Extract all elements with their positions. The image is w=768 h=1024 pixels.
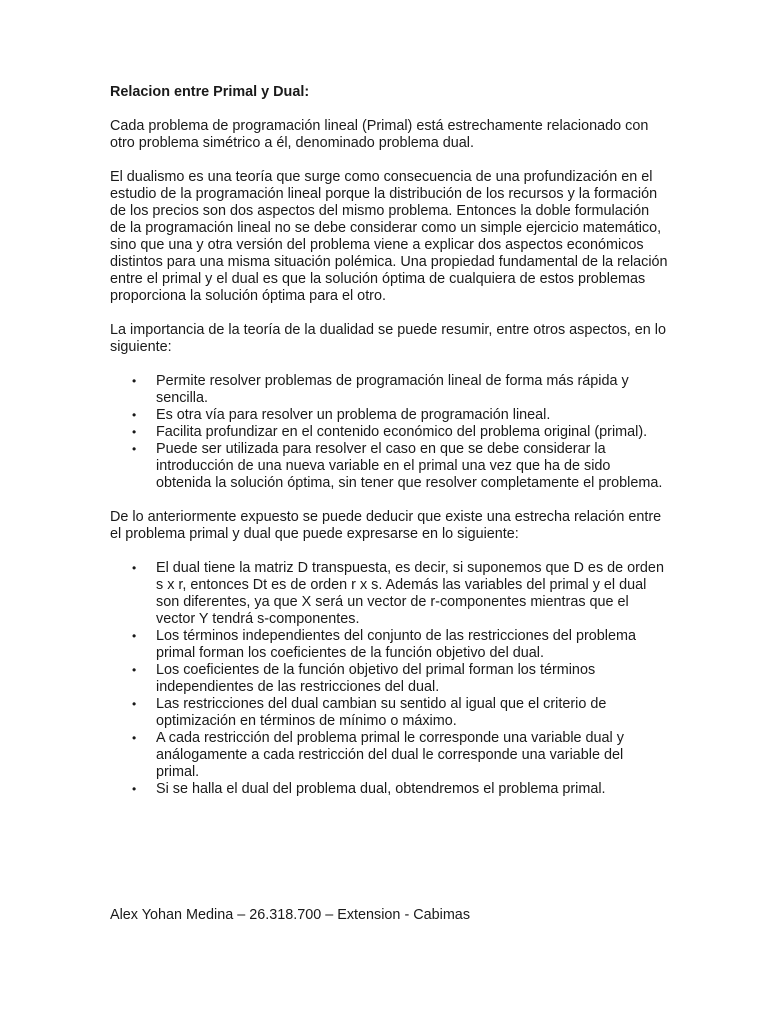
- list-item-text: El dual tiene la matriz D transpuesta, es decir, si suponemos que D es de orden s x r, entonces Dt es de orden r x s. Además las variables del primal y el dual son diferentes, ya que X será un vector de r-componentes mientras que el vector Y tendrá s-componentes.: [156, 560, 664, 627]
- list-item-text: Los coeficientes de la función objetivo del primal forman los términos independientes de las restricciones del dual.: [156, 662, 596, 695]
- bullet-icon: •: [132, 629, 137, 643]
- list-item: [132, 628, 668, 662]
- list-item: [132, 407, 668, 424]
- list-item-text: A cada restricción del problema primal le corresponde una variable dual y análogamente a cada restricción del dual le corresponde una variable del primal.: [156, 730, 624, 780]
- list-item-text: Es otra vía para resolver un problema de programación lineal.: [156, 407, 551, 423]
- relacion-paragraph: De lo anteriormente expuesto se puede deducir que existe una estrecha relación entre el problema primal y dual que puede expresarse en lo siguiente:: [110, 509, 662, 542]
- bullet-icon: •: [132, 561, 137, 575]
- bullet-icon: •: [132, 374, 137, 388]
- list-item-text: Las restricciones del dual cambian su sentido al igual que el criterio de optimización en términos de mínimo o máximo.: [156, 696, 607, 729]
- bullet-icon: •: [132, 408, 137, 422]
- bullet-icon: •: [132, 782, 137, 796]
- list-item: [132, 441, 668, 492]
- list-item: [132, 560, 668, 628]
- list-item-text: Facilita profundizar en el contenido económico del problema original (primal).: [156, 424, 648, 440]
- list-item: [132, 373, 668, 407]
- importancia-list: [110, 373, 668, 492]
- bullet-icon: •: [132, 697, 137, 711]
- list-item-text: Los términos independientes del conjunto de las restricciones del problema primal forman los coeficientes de la función objetivo del dual.: [156, 628, 636, 661]
- list-item: [132, 424, 668, 441]
- list-item: [132, 730, 668, 781]
- list-item: [132, 662, 668, 696]
- author-footer: Alex Yohan Medina – 26.318.700 – Extension - Cabimas: [110, 907, 471, 923]
- list-item-text: Si se halla el dual del problema dual, obtendremos el problema primal.: [156, 781, 606, 797]
- dualismo-paragraph: El dualismo es una teoría que surge como consecuencia de una profundización en el estudio de la programación lineal porque la distribución de los recursos y la formación de los precios son dos aspectos del mismo problema. Entonces la doble formulación de la programación lineal no se debe considerar como un simple ejercicio matemático, sino que una y otra versión del problema viene a explicar dos aspectos económicos distintos para una misma situación polémica. Una propiedad fundamental de la relación entre el primal y el dual es que la solución óptima de cualquiera de estos problemas proporciona la solución óptima para el otro.: [110, 169, 668, 304]
- bullet-icon: •: [132, 731, 137, 745]
- relacion-list: [110, 560, 668, 798]
- list-item-text: Permite resolver problemas de programación lineal de forma más rápida y sencilla.: [156, 373, 629, 406]
- importancia-paragraph: La importancia de la teoría de la dualidad se puede resumir, entre otros aspectos, en lo siguiente:: [110, 322, 666, 355]
- document-title: Relacion entre Primal y Dual:: [110, 84, 310, 100]
- list-item-text: Puede ser utilizada para resolver el caso en que se debe considerar la introducción de una nueva variable en el primal una vez que ha de sido obtenida la solución óptima, sin tener que resolver completamente el problema.: [156, 441, 663, 491]
- bullet-icon: •: [132, 663, 137, 677]
- bullet-icon: •: [132, 442, 137, 456]
- list-item: [132, 781, 668, 798]
- intro-paragraph: Cada problema de programación lineal (Primal) está estrechamente relacionado con otro problema simétrico a él, denominado problema dual.: [110, 118, 649, 151]
- bullet-icon: •: [132, 425, 137, 439]
- list-item: [132, 696, 668, 730]
